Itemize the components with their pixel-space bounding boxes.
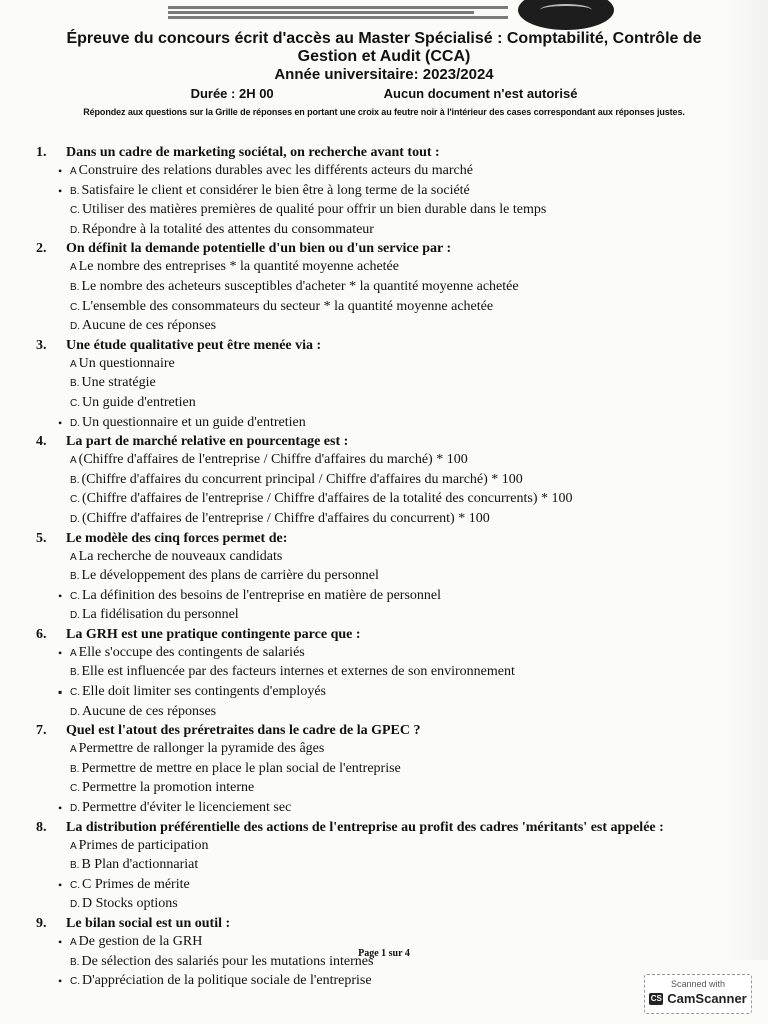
answer-option	[36, 895, 736, 915]
title-block	[40, 30, 728, 118]
question-number: 7.	[36, 723, 47, 739]
option-letter: D.	[70, 513, 80, 525]
option-letter: D.	[70, 706, 80, 718]
answer-option	[36, 856, 736, 876]
option-letter: D.	[70, 224, 80, 236]
duration: Durée : 2H 00	[190, 86, 274, 101]
option-letter: B.	[70, 860, 80, 872]
question-2	[36, 240, 736, 336]
answer-option	[36, 298, 736, 318]
answer-option	[36, 567, 736, 587]
answer-option	[36, 471, 736, 491]
answer-option	[36, 548, 736, 568]
option-text: Une stratégie	[81, 375, 156, 391]
answer-option	[36, 394, 736, 414]
option-letter: A	[70, 358, 77, 370]
option-letter: A	[70, 262, 77, 274]
option-text: (Chiffre d'affaires de l'entreprise / Chiffre d'affaires du concurrent) * 100	[82, 510, 490, 526]
option-letter: C.	[70, 687, 80, 699]
option-text: Permettre de rallonger la pyramide des âges	[78, 741, 325, 757]
answer-option	[36, 201, 736, 221]
option-letter: C.	[70, 879, 80, 891]
option-text: Un guide d'entretien	[82, 394, 196, 410]
option-text: Répondre à la totalité des attentes du consommateur	[82, 221, 374, 237]
option-letter: D.	[70, 899, 80, 911]
question-list	[36, 144, 736, 992]
question-text: Le modèle des cinq forces permet de:	[66, 530, 288, 546]
option-text: Utiliser des matières premières de qualité pour offrir un bien durable dans le temps	[82, 202, 547, 218]
handwritten-mark: •	[58, 588, 63, 603]
answer-option	[36, 837, 736, 857]
handwritten-mark: •	[58, 164, 63, 178]
answer-option	[36, 779, 736, 799]
question-number: 9.	[36, 916, 47, 931]
option-letter: A	[70, 551, 77, 563]
answer-option	[36, 451, 736, 471]
answer-option	[36, 683, 736, 703]
question-5	[36, 530, 736, 626]
option-letter: B.	[70, 281, 80, 293]
answer-option	[36, 317, 736, 337]
answer-option	[36, 587, 736, 607]
option-letter: A	[70, 647, 77, 659]
handwritten-mark: •	[58, 645, 63, 660]
question-7	[36, 722, 736, 818]
question-title	[36, 240, 736, 258]
academic-year: Année universitaire: 2023/2024	[274, 66, 494, 83]
option-letter: B.	[70, 378, 80, 390]
option-text: Satisfaire le client et considérer le bien être à long terme de la société	[81, 182, 470, 198]
question-3	[36, 337, 736, 433]
option-letter: B.	[70, 763, 80, 775]
university-header-strip	[168, 4, 508, 22]
handwritten-mark: •	[58, 415, 63, 430]
option-letter: B.	[70, 185, 80, 197]
handwritten-mark: •	[58, 801, 63, 816]
answer-option	[36, 258, 736, 278]
option-letter: C.	[70, 494, 80, 506]
option-text: Le développement des plans de carrière du personnel	[81, 568, 379, 584]
answer-option	[36, 510, 736, 530]
answer-option	[36, 972, 736, 992]
option-text: Primes de participation	[78, 837, 209, 853]
handwritten-mark: •	[58, 877, 63, 892]
answer-option	[36, 355, 736, 375]
question-number: 2.	[36, 241, 47, 257]
option-text: La définition des besoins de l'entreprise en matière de personnel	[82, 587, 442, 603]
handwritten-mark: •	[58, 935, 63, 949]
question-number: 4.	[36, 434, 47, 450]
question-number: 8.	[36, 819, 47, 835]
answer-option	[36, 663, 736, 683]
option-letter: D.	[70, 417, 80, 429]
question-text: Quel est l'atout des préretraites dans le cadre de la GPEC ?	[66, 723, 421, 739]
question-number: 1.	[36, 145, 47, 160]
question-title	[36, 626, 736, 644]
option-letter: A	[70, 166, 77, 177]
exam-meta	[40, 86, 728, 102]
answer-option	[36, 414, 736, 434]
answer-option	[36, 606, 736, 626]
question-number: 3.	[36, 337, 47, 353]
question-text: Le bilan social est un outil :	[66, 916, 231, 931]
camscanner-watermark	[644, 974, 752, 1014]
option-letter: A	[70, 744, 77, 756]
question-1	[36, 144, 736, 240]
question-text: Dans un cadre de marketing sociétal, on recherche avant tout :	[66, 145, 440, 160]
question-text: On définit la demande potentielle d'un bien ou d'un service par :	[66, 241, 452, 257]
question-text: Une étude qualitative peut être menée via :	[66, 337, 322, 353]
option-text: Elle s'occupe des contingents de salariés	[78, 644, 305, 660]
option-letter: A	[70, 840, 77, 852]
watermark-caption: Scanned with	[670, 979, 726, 989]
option-letter: D.	[70, 321, 80, 333]
question-title	[36, 722, 736, 740]
answer-option	[36, 182, 736, 202]
question-text: La distribution préférentielle des actions de l'entreprise au profit des cadres 'méritants' est appelée :	[66, 819, 664, 835]
question-title	[36, 915, 736, 933]
option-text: (Chiffre d'affaires de l'entreprise / Chiffre d'affaires du marché) * 100	[78, 452, 468, 468]
answer-option	[36, 876, 736, 896]
question-4	[36, 433, 736, 529]
option-text: Elle est influencée par des facteurs internes et externes de son environnement	[81, 664, 515, 680]
watermark-name: CamScanner	[667, 991, 747, 1006]
answer-option	[36, 162, 736, 182]
option-text: Aucune de ces réponses	[82, 703, 217, 719]
instructions: Répondez aux questions sur la Grille de réponses en portant une croix au feutre noir à l'intérieur des cases correspondant aux réponses justes.	[83, 107, 685, 117]
option-text: Le nombre des entreprises * la quantité moyenne achetée	[78, 259, 399, 275]
option-text: D Stocks options	[82, 896, 178, 912]
option-letter: C.	[70, 301, 80, 313]
camscanner-icon: CS	[650, 993, 662, 1003]
option-text: La fidélisation du personnel	[82, 607, 239, 623]
answer-option	[36, 490, 736, 510]
option-letter: A	[70, 455, 77, 467]
option-text: Construire des relations durables avec les différents acteurs du marché	[78, 163, 473, 178]
option-letter: C.	[70, 976, 80, 988]
question-title	[36, 433, 736, 451]
option-text: De sélection des salariés pour les mutations internes	[81, 953, 374, 969]
question-title	[36, 819, 736, 837]
option-text: Un questionnaire	[78, 355, 175, 371]
documents-rule: Aucun document n'est autorisé	[383, 86, 578, 101]
handwritten-mark: •	[58, 183, 63, 198]
option-text: Un questionnaire et un guide d'entretien	[82, 414, 306, 430]
exam-title: Épreuve du concours écrit d'accès au Master Spécialisé : Comptabilité, Contrôle de Gestion et Audit (CCA)	[66, 30, 702, 65]
option-text: (Chiffre d'affaires du concurrent principal / Chiffre d'affaires du marché) * 100	[81, 471, 523, 487]
option-letter: C.	[70, 205, 80, 217]
handwritten-mark: •	[58, 974, 63, 989]
option-letter: C.	[70, 783, 80, 795]
option-letter: A	[70, 937, 77, 948]
option-text: La recherche de nouveaux candidats	[78, 548, 283, 564]
option-text: B Plan d'actionnariat	[81, 857, 199, 873]
answer-option	[36, 278, 736, 298]
option-text: C Primes de mérite	[82, 876, 190, 892]
option-text: Elle doit limiter ses contingents d'employés	[82, 684, 326, 700]
answer-option	[36, 799, 736, 819]
question-number: 5.	[36, 530, 47, 546]
answer-option	[36, 374, 736, 394]
option-text: Permettre d'éviter le licenciement sec	[82, 800, 292, 816]
option-text: D'appréciation de la politique sociale de l'entreprise	[82, 973, 372, 989]
option-letter: D.	[70, 803, 80, 815]
question-text: La GRH est une pratique contingente parce que :	[66, 626, 361, 642]
question-title	[36, 144, 736, 162]
option-letter: D.	[70, 610, 80, 622]
handwritten-mark: ▪	[58, 685, 63, 700]
option-letter: C.	[70, 397, 80, 409]
answer-option	[36, 703, 736, 723]
answer-option	[36, 221, 736, 241]
option-text: De gestion de la GRH	[78, 934, 203, 949]
option-text: Le nombre des acheteurs susceptibles d'acheter * la quantité moyenne achetée	[81, 278, 519, 294]
answer-option	[36, 644, 736, 664]
option-letter: B.	[70, 956, 80, 968]
option-text: Permettre la promotion interne	[82, 780, 255, 796]
question-8	[36, 819, 736, 915]
question-title	[36, 337, 736, 355]
question-6	[36, 626, 736, 722]
option-letter: B.	[70, 667, 80, 679]
option-text: Aucune de ces réponses	[82, 318, 217, 334]
option-letter: B.	[70, 474, 80, 486]
question-number: 6.	[36, 626, 47, 642]
university-logo-icon	[518, 0, 614, 30]
option-letter: B.	[70, 571, 80, 583]
option-text: Permettre de mettre en place le plan social de l'entreprise	[81, 760, 401, 776]
option-letter: C.	[70, 590, 80, 602]
answer-option	[36, 740, 736, 760]
question-text: La part de marché relative en pourcentage est :	[66, 434, 349, 450]
answer-option	[36, 760, 736, 780]
page-number: Page 1 sur 4	[358, 948, 410, 959]
option-text: (Chiffre d'affaires de l'entreprise / Chiffre d'affaires de la totalité des concurrents) * 100	[82, 491, 573, 507]
question-title	[36, 530, 736, 548]
option-text: L'ensemble des consommateurs du secteur * la quantité moyenne achetée	[82, 298, 494, 314]
